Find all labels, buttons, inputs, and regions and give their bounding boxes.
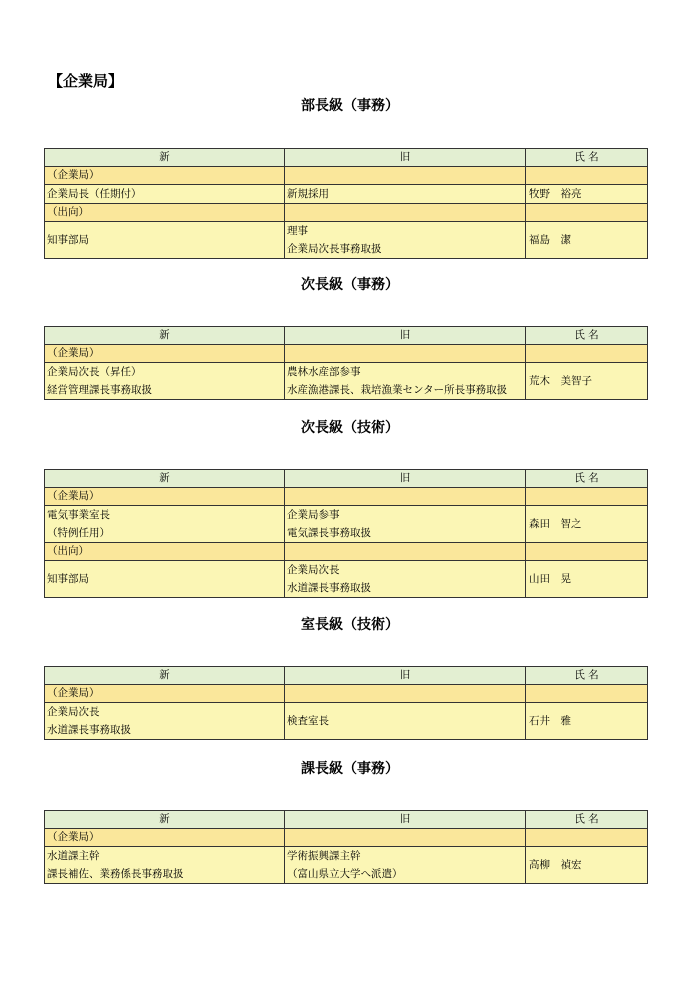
org-label: （企業局） <box>45 167 285 185</box>
section-title: 次長級（技術） <box>301 420 399 436</box>
personnel-table <box>44 666 648 740</box>
section-title: 部長級（事務） <box>301 98 399 114</box>
new-position-line: 課長補佐、業務係長事務取扱 <box>47 868 184 880</box>
old-position-cell <box>285 506 526 543</box>
header-new: 新 <box>45 149 285 167</box>
org-empty-cell <box>526 829 648 847</box>
header-name: 氏 名 <box>526 470 648 488</box>
table-row <box>45 847 648 884</box>
old-position-line: 電気課長事務取扱 <box>287 527 371 539</box>
header-new: 新 <box>45 327 285 345</box>
new-position-line: 企業局長（任期付） <box>47 188 142 200</box>
org-empty-cell <box>526 167 648 185</box>
new-position-line: 経営管理課長事務取扱 <box>47 384 152 396</box>
org-row <box>45 488 648 506</box>
new-position-line: 企業局次長（昇任） <box>47 366 142 378</box>
header-name: 氏 名 <box>526 327 648 345</box>
old-position-cell <box>285 703 526 740</box>
new-position-line: 電気事業室長 <box>47 509 110 521</box>
org-empty-cell <box>526 543 648 561</box>
new-position-cell <box>45 847 285 884</box>
header-new: 新 <box>45 667 285 685</box>
person-name: 荒木 美智子 <box>526 363 648 400</box>
org-row <box>45 345 648 363</box>
old-position-cell <box>285 561 526 598</box>
table-row <box>45 363 648 400</box>
old-position-cell <box>285 185 526 204</box>
new-position-cell <box>45 185 285 204</box>
org-empty-cell <box>526 204 648 222</box>
table-header-row <box>45 811 648 829</box>
table-header-row <box>45 667 648 685</box>
new-position-line: 知事部局 <box>47 573 89 585</box>
new-position-line: 水道課長事務取扱 <box>47 724 131 736</box>
org-empty-cell <box>526 685 648 703</box>
person-name: 山田 晃 <box>526 561 648 598</box>
header-new: 新 <box>45 811 285 829</box>
new-position-line: （特例任用） <box>47 527 110 539</box>
org-row <box>45 204 648 222</box>
org-row <box>45 829 648 847</box>
table-header-row <box>45 149 648 167</box>
org-empty-cell <box>285 204 526 222</box>
old-position-line: 企業局参事 <box>287 509 340 521</box>
new-position-cell <box>45 561 285 598</box>
table-row <box>45 506 648 543</box>
org-empty-cell <box>285 543 526 561</box>
new-position-cell <box>45 506 285 543</box>
old-position-cell <box>285 847 526 884</box>
header-old: 旧 <box>285 149 526 167</box>
org-label: （出向） <box>45 204 285 222</box>
person-name: 福島 潔 <box>526 222 648 259</box>
table-header-row <box>45 327 648 345</box>
header-name: 氏 名 <box>526 667 648 685</box>
org-empty-cell <box>526 488 648 506</box>
old-position-cell <box>285 363 526 400</box>
personnel-table <box>44 148 648 259</box>
person-name: 牧野 裕亮 <box>526 185 648 204</box>
person-name: 森田 智之 <box>526 506 648 543</box>
table-row <box>45 703 648 740</box>
old-position-line: 理事 <box>287 225 308 237</box>
section-title: 次長級（事務） <box>301 277 399 293</box>
new-position-cell <box>45 703 285 740</box>
old-position-line: （富山県立大学へ派遣） <box>287 868 403 880</box>
org-label: （出向） <box>45 543 285 561</box>
page-title: 【企業局】 <box>48 72 124 90</box>
old-position-line: 農林水産部参事 <box>287 366 361 378</box>
org-label: （企業局） <box>45 488 285 506</box>
personnel-table <box>44 469 648 598</box>
header-old: 旧 <box>285 811 526 829</box>
old-position-line: 学術振興課主幹 <box>287 850 361 862</box>
person-name: 石井 雅 <box>526 703 648 740</box>
header-name: 氏 名 <box>526 149 648 167</box>
section-title: 室長級（技術） <box>301 617 399 633</box>
new-position-line: 企業局次長 <box>47 706 100 718</box>
table-row <box>45 185 648 204</box>
org-row <box>45 543 648 561</box>
org-label: （企業局） <box>45 829 285 847</box>
header-old: 旧 <box>285 667 526 685</box>
section-title: 課長級（事務） <box>301 761 399 777</box>
table-header-row <box>45 470 648 488</box>
person-name: 高柳 禎宏 <box>526 847 648 884</box>
org-label: （企業局） <box>45 685 285 703</box>
table-row <box>45 561 648 598</box>
org-row <box>45 685 648 703</box>
new-position-line: 知事部局 <box>47 234 89 246</box>
personnel-table <box>44 810 648 884</box>
org-empty-cell <box>285 488 526 506</box>
old-position-line: 水産漁港課長、栽培漁業センター所長事務取扱 <box>287 384 508 396</box>
new-position-line: 水道課主幹 <box>47 850 100 862</box>
org-empty-cell <box>285 345 526 363</box>
org-empty-cell <box>285 829 526 847</box>
old-position-line: 水道課長事務取扱 <box>287 582 371 594</box>
org-row <box>45 167 648 185</box>
header-old: 旧 <box>285 327 526 345</box>
old-position-line: 企業局次長事務取扱 <box>287 243 382 255</box>
old-position-line: 企業局次長 <box>287 564 340 576</box>
org-empty-cell <box>285 167 526 185</box>
old-position-line: 新規採用 <box>287 188 329 200</box>
new-position-cell <box>45 222 285 259</box>
personnel-table <box>44 326 648 400</box>
org-label: （企業局） <box>45 345 285 363</box>
header-name: 氏 名 <box>526 811 648 829</box>
old-position-cell <box>285 222 526 259</box>
table-row <box>45 222 648 259</box>
org-empty-cell <box>285 685 526 703</box>
old-position-line: 検査室長 <box>287 715 329 727</box>
org-empty-cell <box>526 345 648 363</box>
header-old: 旧 <box>285 470 526 488</box>
new-position-cell <box>45 363 285 400</box>
header-new: 新 <box>45 470 285 488</box>
